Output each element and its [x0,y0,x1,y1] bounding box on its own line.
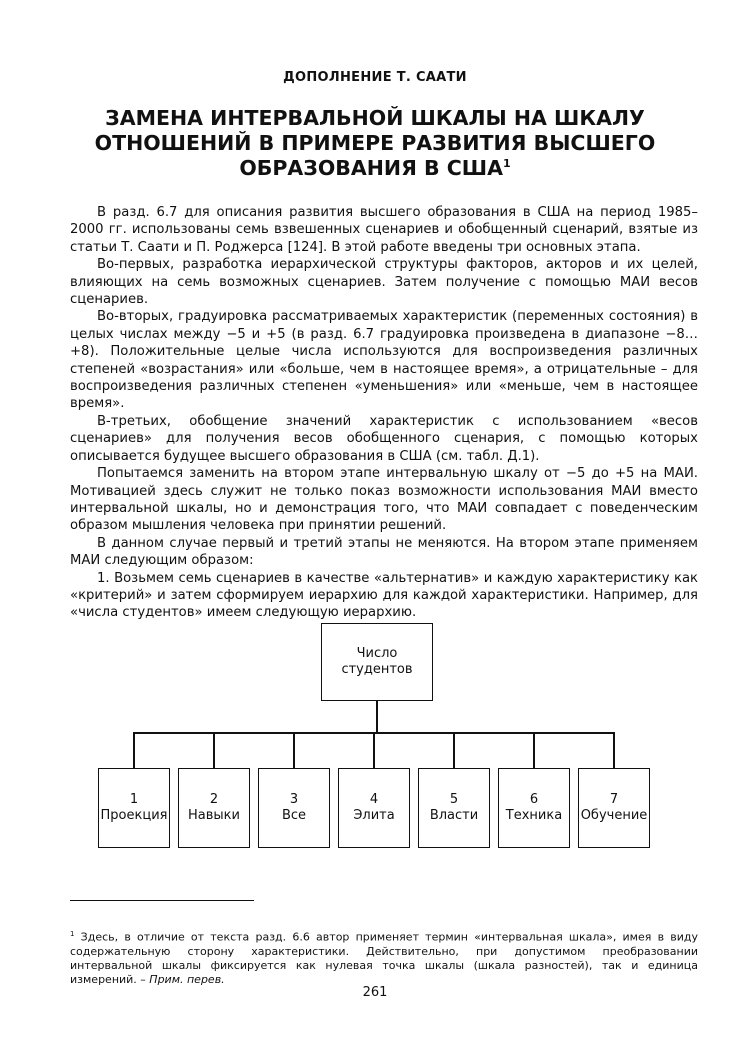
title-line-1: ЗАМЕНА ИНТЕРВАЛЬНОЙ ШКАЛЫ НА ШКАЛУ [105,106,645,130]
connector-3 [293,732,295,769]
scenario-number: 1 [129,792,139,807]
footnote-text: Здесь, в отличие от текста разд. 6.6 автор применяет термин «интервальная шкала», имея в виду содержательную сторону характеристики. Действительно, при допустимом преобразовании интервальной шкалы фиксируется как нулевая точка шкалы (шкала разностей), так и единица измерений. – [70,930,698,987]
scenario-node-5 [418,768,490,848]
title-footnote-mark: 1 [503,157,511,171]
scenario-label: Власти [429,808,479,823]
paragraph-4: В-третьих, обобщение значений характеристик с использованием «весов сценариев» для получения весов обобщенного сценария, с помощью которых описывается будущее высшего образования в США (см. табл. Д.1). [70,413,698,464]
paragraph-3: Во-вторых, градуировка рассматриваемых характеристик (переменных состояния) в целых числах между −5 и +5 (в разд. 6.7 градуировка произведена в диапазоне −8… +8). Положительные целые числа используются для воспроизведения различных степеней «возрастания» или «больше, чем в настоящее время», а отрицательные – для воспроизведения различных степенен «уменьшения» или «меньше, чем в настоящее время». [70,309,698,412]
body-text [70,204,698,622]
scenario-label: Техника [505,808,563,823]
scenario-node-6 [498,768,570,848]
paragraph-2: Во-первых, разработка иерархической структуры факторов, акторов и их целей, влияющих на семь возможных сценариев. Затем получение с помощью МАИ весов сценариев. [70,257,698,308]
section-supertitle: ДОПОЛНЕНИЕ Т. СААТИ [283,70,467,85]
footnote-note: Прим. перев. [149,973,225,987]
hierarchy-diagram [95,618,655,858]
title-line-3 [60,156,690,181]
footnote-mark: 1 [70,930,75,938]
scenario-label: Элита [353,808,395,823]
paragraph-1: В разд. 6.7 для описания развития высшего образования в США на период 1985–2000 гг. использованы семь взвешенных сценариев и обобщенный сценарий, взятые из статьи Т. Саати и П. Роджерса [124]. В этой работе введены три основных этапа. [70,205,698,255]
scenario-node-3 [258,768,330,848]
connector-4 [373,732,375,769]
paragraph-6: В данном случае первый и третий этапы не меняются. На втором этапе применяем МАИ следующим образом: [70,535,698,569]
paragraph-7: 1. Возьмем семь сценариев в качестве «альтернатив» и каждую характеристику как «критерий» и затем сформируем иерархию для каждой характеристики. Например, для «числа студентов» имеем следующую иерархию. [70,570,698,621]
root-node [321,623,433,701]
scenario-number: 2 [209,792,219,807]
scenario-node-7 [578,768,650,848]
scenario-number: 7 [609,792,619,807]
scenario-number: 5 [449,792,459,807]
footnote-divider [70,900,254,901]
page-number: 261 [362,985,388,1000]
scenario-node-1 [98,768,170,848]
root-node-line-2: студентов [341,662,413,677]
paragraph-5: Попытаемся заменить на втором этапе интервальную шкалу от −5 до +5 на МАИ. Мотивацией здесь служит не только показ возможности использования МАИ вместо интервальной шкалы, но и демонстрация того, что МАИ совпадает с поведенческим образом мышления человека при принятии решений. [70,466,698,534]
connector-5 [453,732,455,769]
root-node-line-1: Число [356,646,398,661]
scenario-label: Все [281,808,307,823]
scenario-label: Навыки [188,808,240,823]
title-line-2: ОТНОШЕНИЙ В ПРИМЕРЕ РАЗВИТИЯ ВЫСШЕГО [94,131,656,155]
scenario-number: 3 [289,792,299,807]
scenario-label: Проекция [100,808,168,823]
connector-6 [533,732,535,769]
title-line-3-text: ОБРАЗОВАНИЯ В США [239,156,503,180]
scenario-node-4 [338,768,410,848]
connector-7 [613,732,615,769]
page-title [60,106,690,181]
footnote [70,927,698,987]
connector-2 [213,732,215,769]
scenario-number: 4 [369,792,379,807]
scenario-node-2 [178,768,250,848]
connector-root [376,701,378,733]
scenario-number: 6 [529,792,539,807]
connector-1 [133,732,135,769]
scenario-label: Обучение [580,808,648,823]
